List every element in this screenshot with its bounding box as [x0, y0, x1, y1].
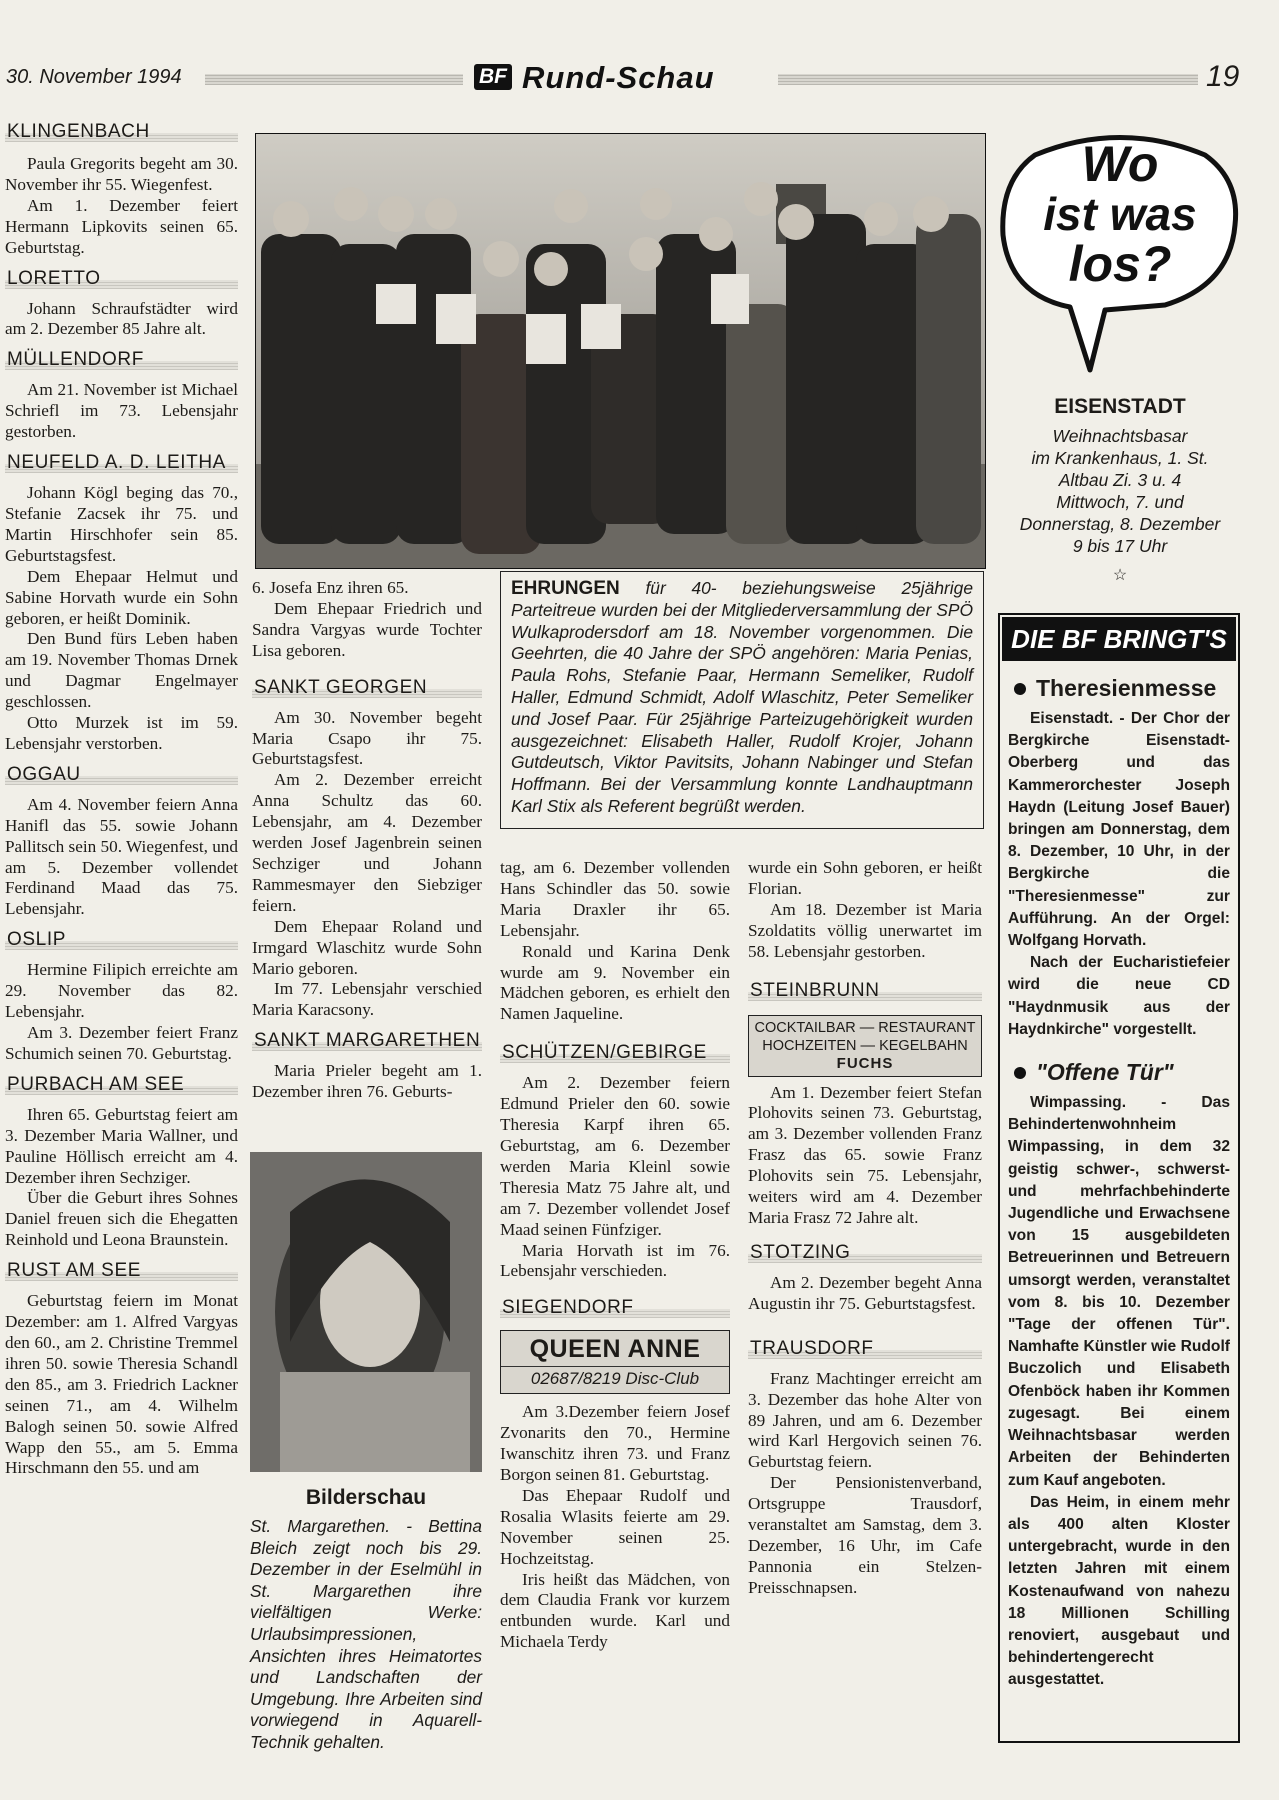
- item-text-body: Das Heim, in einem mehr als 400 alten Kloster untergebracht, wurde in den letzten Jahren mit einem Kostenaufwand von nahezu 18 Millionen Schilling renoviert, ausgebaut und behindertengerecht ausgestattet.: [1008, 1493, 1230, 1689]
- paragraph: Am 2. Dezember begeht Anna Augustin ihr 75. Geburtstagsfest.: [748, 1272, 982, 1313]
- paragraph: Über die Geburt ihres Sohnes Daniel freuen sich die Ehegatten Reinhold und Leona Braunstein.: [5, 1188, 238, 1250]
- ad-fuchs-line3: FUCHS: [836, 1054, 894, 1072]
- event-line: Weihnachtsbasar: [1052, 426, 1188, 446]
- paragraph: Dem Ehepaar Roland und Irmgard Wlaschitz wurde Sohn Mario geboren.: [252, 916, 482, 978]
- article-text: [748, 1083, 982, 1229]
- article-text: [252, 708, 482, 1022]
- paragraph: Am 18. Dezember ist Maria Szoldatits völlig unerwartet im 58. Lebensjahr gestorben.: [748, 899, 982, 961]
- group-photo-image: [256, 134, 986, 569]
- article-text: [748, 858, 982, 963]
- article-text: [500, 1402, 730, 1653]
- paragraph: Am 1. Dezember feiert Stefan Plohovits seinen 73. Geburtstag, am 3. Dezember vollenden Franz Frasz das 65. sowie Franz Plohovits sein 75. Lebensjahr, weiters wird am 4. Dezember Maria Frasz 72 Jahre alt.: [748, 1082, 982, 1227]
- paragraph: Am 1. Dezember feiert Hermann Lipkovits seinen 65. Geburtstag.: [5, 195, 238, 257]
- paragraph: Dem Ehepaar Friedrich und Sandra Vargyas wurde Tochter Lisa geboren.: [252, 598, 482, 660]
- paragraph: Am 2. Dezember erreicht Anna Schultz das 60. Lebensjahr, am 4. Dezember werden Josef Jagenbrein seinen Sechziger und Johann Rammesmayer den Siebziger feiern.: [252, 770, 482, 915]
- paragraph: Im 77. Lebensjahr verschied Maria Karacsony.: [252, 979, 482, 1020]
- ad-fuchs-line1: COCKTAILBAR — RESTAURANT: [754, 1019, 976, 1036]
- section-title: SIEGENDORF: [500, 1296, 730, 1320]
- bubble-line: ist was: [1043, 188, 1197, 240]
- bullet-icon: [1014, 1067, 1026, 1079]
- paragraph: Am 30. November begeht Maria Csapo ihr 75. Geburtstagsfest.: [252, 707, 482, 769]
- column-4: [748, 858, 982, 1599]
- paragraph: Ihren 65. Geburtstag feiert am 3. Dezember Maria Wallner, und Pauline Höllisch erreicht am 4. Dezember ihren Sechziger.: [5, 1104, 238, 1187]
- logo-bf: BF: [474, 64, 512, 90]
- column-2: [252, 578, 482, 1103]
- paragraph: Maria Horvath ist im 76. Lebensjahr verschieden.: [500, 1240, 730, 1281]
- section-title: NEUFELD A. D. LEITHA: [5, 451, 238, 475]
- paragraph: Am 3. Dezember feiert Franz Schumich seinen 70. Geburtstag.: [5, 1023, 238, 1063]
- item-text: [1008, 952, 1230, 1041]
- item-text: [1008, 1092, 1230, 1492]
- event-line: im Krankenhaus, 1. St.: [1031, 448, 1209, 468]
- paragraph: Geburtstag feiern im Monat Dezember: am 1. Alfred Vargyas den 60., am 2. Christine Tremmel ihren 50. sowie Theresia Schandl den 85., am 3. Friedrich Lackner seinen 71., am 4. Wilhelm Balogh seinen 50. sowie Alfred Wapp den 55., am 5. Emma Hirschmann den 55. und am: [5, 1291, 238, 1478]
- bullet-icon: [1014, 683, 1026, 695]
- section-title: RUST AM SEE: [5, 1259, 238, 1283]
- logo-text: Rund-Schau: [522, 60, 715, 95]
- item-title: [1008, 1059, 1230, 1086]
- article-text: [5, 1105, 238, 1251]
- item-text: [1008, 1492, 1230, 1692]
- event-line: 9 bis 17 Uhr: [1072, 536, 1168, 556]
- bilderschau-title: Bilderschau: [305, 1486, 427, 1509]
- section-title: SCHÜTZEN/GEBIRGE: [500, 1041, 730, 1065]
- section-title: KLINGENBACH: [5, 120, 238, 144]
- article-text: [5, 483, 238, 755]
- paragraph: Am 21. November ist Michael Schriefl im 73. Lebensjahr gestorben.: [5, 380, 238, 442]
- header-rule-right: [778, 74, 1198, 85]
- event-line: Mittwoch, 7. und: [1056, 492, 1184, 512]
- paragraph: Am 4. November feiern Anna Hanifl das 55. sowie Johann Pallitsch sein 50. Wiegenfest, und am 5. Dezember vollendet Ferdinand Maad das 75. Lebensjahr.: [5, 794, 238, 919]
- box-title: DIE BF BRINGT'S: [1002, 617, 1236, 661]
- event-city: EISENSTADT: [1054, 395, 1186, 418]
- ad-fuchs-line2: HOCHZEITEN — KEGELBAHN: [762, 1037, 968, 1054]
- ad-queen-anne-name: QUEEN ANNE: [529, 1335, 701, 1364]
- paragraph: Johann Kögl beging das 70., Stefanie Zacsek ihr 75. und Martin Hirschhofer sein 85. Geburtstagsfest.: [5, 483, 238, 565]
- article-text: [252, 1061, 482, 1103]
- header-logo: [472, 62, 772, 96]
- article-text: [748, 1369, 982, 1599]
- article-text: [5, 380, 238, 443]
- section-title: SANKT GEORGEN: [252, 676, 482, 700]
- event-line: Altbau Zi. 3 u. 4: [1058, 470, 1182, 490]
- paragraph: Dem Ehepaar Helmut und Sabine Horvath wurde ein Sohn geboren, er heißt Dominik.: [5, 566, 238, 628]
- paragraph: Johann Schraufstädter wird am 2. Dezember 85 Jahre alt.: [5, 298, 238, 339]
- bilderschau-caption: St. Margarethen. - Bettina Bleich zeigt noch bis 29. Dezember in der Eselmühl in St. Margarethen ihre vielfältigen Werke: Urlaubsimpressionen, Ansichten ihres Heimatortes und Landschaften der Umgebung. Ihre Arbeiten sind vorwiegend in Aquarell-Technik gehalten.: [250, 1516, 482, 1752]
- bubble-line: Wo: [1081, 136, 1159, 192]
- sidebar: [995, 125, 1245, 585]
- photo-caption-box: [500, 571, 984, 829]
- bubble-line: los?: [1068, 236, 1172, 292]
- paragraph: Otto Murzek ist im 59. Lebensjahr verstorben.: [5, 713, 238, 753]
- article-text: [252, 578, 482, 662]
- item-title: [1008, 675, 1230, 702]
- paragraph: Das Ehepaar Rudolf und Rosalia Wlasits feierte am 29. November seinen 25. Hochzeitstag.: [500, 1485, 730, 1568]
- item-text-body: Eisenstadt. - Der Chor der Bergkirche Eisenstadt-Oberberg und das Kammerorchester Joseph Haydn (Leitung Josef Bauer) bringen am Donnerstag, dem 8. Dezember, 10 Uhr, in der Bergkirche die "Theresienmesse" zur Aufführung. An der Orgel: Wolfgang Horvath.: [1008, 710, 1230, 950]
- section-title: TRAUSDORF: [748, 1337, 982, 1361]
- ad-queen-anne: [500, 1330, 730, 1394]
- item-title-text: "Offene Tür": [1036, 1059, 1174, 1086]
- paragraph: Am 3.Dezember feiern Josef Zvonarits den 70., Hermine Iwanschitz ihren 73. und Franz Borgon seinen 81. Geburtstag.: [500, 1402, 730, 1485]
- bf-bringts-box: [998, 613, 1240, 1743]
- article-text: [500, 858, 730, 1025]
- group-photo: [255, 133, 986, 569]
- paragraph: Franz Machtinger erreicht am 3. Dezember das hohe Alter von 89 Jahren, und am 6. Dezember wird Karl Hergovich seinen 76. Geburtstag feiern.: [748, 1368, 982, 1472]
- portrait-photo: [250, 1152, 482, 1472]
- portrait-photo-image: [250, 1152, 482, 1472]
- paragraph: Iris heißt das Mädchen, von dem Claudia Frank vor kurzem entbunden wurde. Karl und Michaela Terdy: [500, 1569, 730, 1652]
- star-icon: ☆: [1112, 567, 1128, 584]
- caption-lead: EHRUNGEN: [511, 578, 620, 599]
- paragraph: Ronald und Karina Denk wurde am 9. November ein Mädchen geboren, es erhielt den Namen Jaqueline.: [500, 941, 730, 1024]
- section-title: OSLIP: [5, 928, 238, 952]
- paragraph: 6. Josefa Enz ihren 65.: [252, 578, 409, 597]
- paragraph: Am 2. Dezember feiern Edmund Prieler den 60. sowie Theresia Karpf ihren 65. Geburtstag, am 6. Dezember werden Maria Kleinl sowie Theresia Matz 75 Jahre alt, und am 7. Dezember vollendet Josef Maad seinen Fünfziger.: [500, 1073, 730, 1239]
- section-title: LORETTO: [5, 267, 238, 291]
- article-text: [5, 154, 238, 259]
- page-header: [0, 60, 1279, 104]
- article-text: [5, 960, 238, 1065]
- paragraph: Maria Prieler begeht am 1. Dezember ihren 76. Geburts-: [252, 1061, 482, 1102]
- header-rule-left: [205, 74, 463, 85]
- event-details: [995, 425, 1245, 557]
- photo-caption: [511, 578, 973, 818]
- paragraph: Hermine Filipich erreichte am 29. November das 82. Lebensjahr.: [5, 960, 238, 1022]
- paragraph: Der Pensionistenverband, Ortsgruppe Trausdorf, veranstaltet am Samstag, dem 3. Dezember, 16 Uhr, im Cafe Pannonia ein Stelzen-Preisschnapsen.: [748, 1473, 982, 1597]
- item-text-body: Nach der Eucharistiefeier wird die neue CD "Haydnmusik aus der Haydnkirche" vorgestellt.: [1008, 954, 1230, 1038]
- paragraph: tag, am 6. Dezember vollenden Hans Schindler das 50. sowie Maria Draxler ihr 65. Lebensjahr.: [500, 858, 730, 940]
- section-title: MÜLLENDORF: [5, 348, 238, 372]
- paragraph: Den Bund fürs Leben haben am 19. November Thomas Drnek und Dagmar Engelmayer geschlossen.: [5, 629, 238, 712]
- paragraph: Paula Gregorits begeht am 30. November ihr 55. Wiegenfest.: [5, 154, 238, 194]
- item-title-text: Theresienmesse: [1036, 675, 1217, 701]
- section-title: SANKT MARGARETHEN: [254, 1030, 481, 1052]
- paragraph: wurde ein Sohn geboren, er heißt Florian.: [748, 858, 982, 898]
- item-text-body: Wimpassing. - Das Behindertenwohnheim Wimpassing, in dem 32 geistig schwer-, schwerst- und mehrfachbehinderte Jugendliche und Erwachsene von 15 ausgebildeten Betreuerinnen und Betreuern umsorgt werden, veranstaltet vom 8. bis 10. Dezember "Tage der offenen Tür". Namhafte Künstler wie Rudolf Buczolich und Elisabeth Ofenböck haben ihr Kommen zugesagt. Bei einem Weihnachtsbasar werden Arbeiten der Behinderten zum Kauf angeboten.: [1008, 1094, 1230, 1489]
- article-text: [5, 795, 238, 920]
- speech-bubble: [995, 125, 1245, 375]
- column-3: [500, 858, 730, 1653]
- ad-queen-anne-line: 02687/8219 Disc-Club: [501, 1366, 729, 1389]
- article-text: [5, 299, 238, 341]
- section-title: PURBACH AM SEE: [5, 1073, 238, 1097]
- bubble-text: [995, 136, 1245, 292]
- section-title: STEINBRUNN: [748, 979, 982, 1003]
- article-text: [5, 1291, 238, 1479]
- article-text: [748, 1273, 982, 1315]
- event-line: Donnerstag, 8. Dezember: [1019, 514, 1221, 534]
- item-text: [1008, 708, 1230, 952]
- section-title: OGGAU: [5, 763, 238, 787]
- issue-date: 30. November 1994: [6, 66, 182, 88]
- article-text: [500, 1073, 730, 1282]
- section-title: STOTZING: [748, 1241, 982, 1265]
- caption-text: für 40- beziehungsweise 25jährige Parteitreue wurden bei der Mitgliederversammlung der SPÖ Wulkaprodersdorf am 18. November vorgenommen. Die Geehrten, die 40 Jahre der SPÖ angehören: Maria Penias, Paula Rohs, Stefanie Paar, Hermann Semeliker, Rudolf Haller, Edmund Schmidt, Adolf Wlaschitz, Peter Semeliker und Josef Paar. Für 25jährige Parteizugehörigkeit wurden ausgezeichnet: Elisabeth Haller, Rudolf Krojer, Johann Gutdeutsch, Viktor Pavitsits, Johann Nabinger und Stefan Hoffmann. Bei der Versammlung konnte Landhauptmann Karl Stix als Referent begrüßt werden.: [511, 578, 973, 816]
- column-1: [5, 120, 238, 1479]
- page-number: 19: [1206, 60, 1240, 93]
- ad-fuchs: [748, 1015, 982, 1077]
- bilderschau-block: [250, 1486, 482, 1754]
